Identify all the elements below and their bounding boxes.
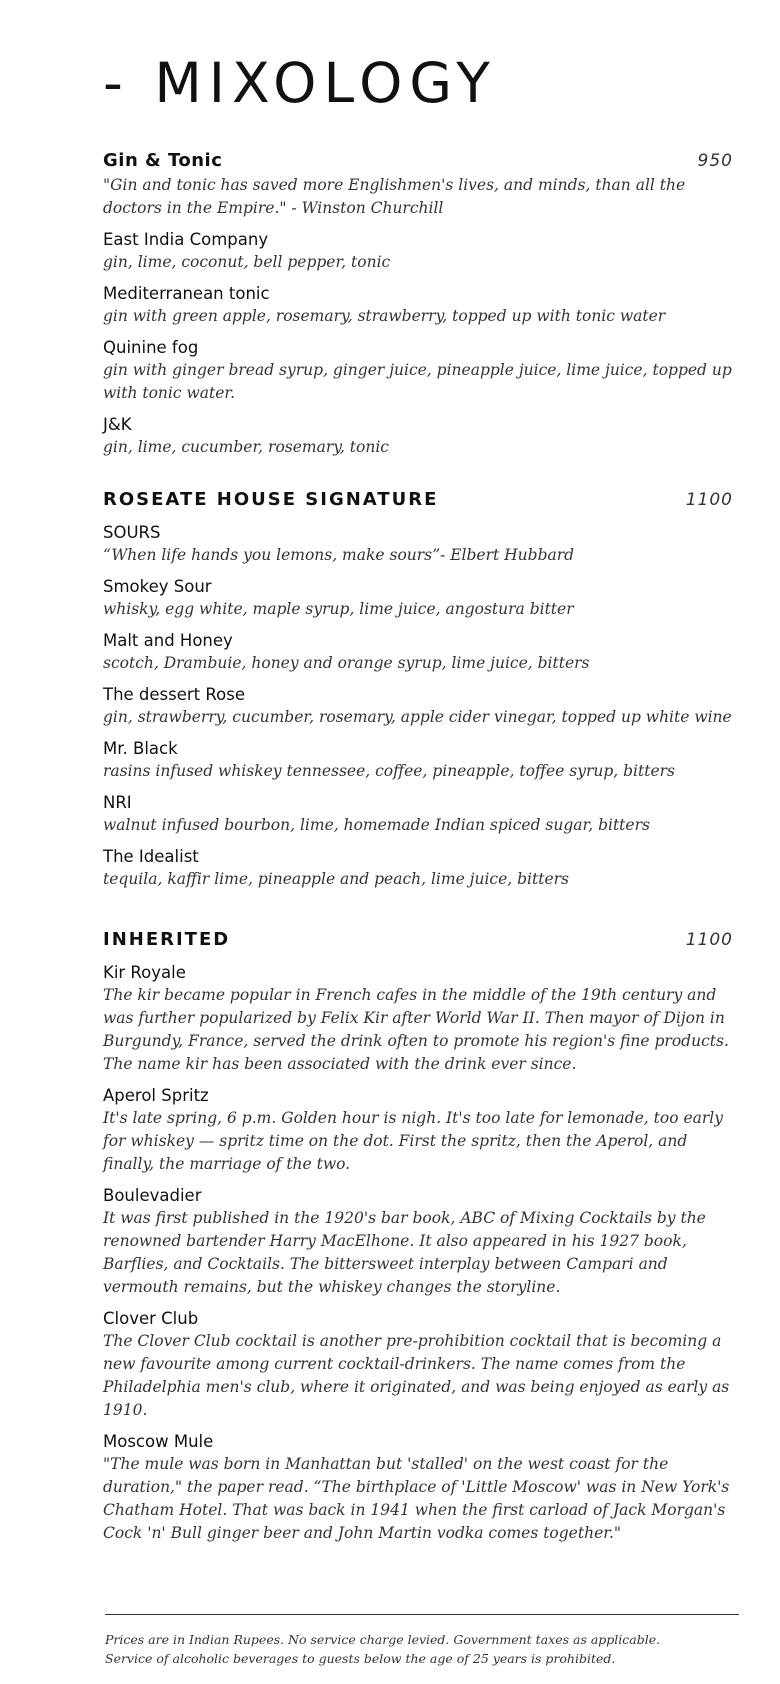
- menu-item: [103, 336, 733, 405]
- item-name: East India Company: [103, 230, 269, 249]
- item-description: "The mule was born in Manhattan but 'stalled' on the west coast for the duration," the paper read. “The birthplace of 'Little Moscow' was in New York's Chatham Hotel. That was back in 1941 when the first carload of Jack Morgan's Cock 'n' Bull ginger beer and John Martin vodka comes together.": [103, 1455, 730, 1542]
- menu-item: [103, 521, 733, 567]
- page-title: - MIXOLOGY: [103, 51, 497, 115]
- item-name: J&K: [103, 415, 132, 434]
- section-gin-tonic: [103, 148, 733, 459]
- item-name: The Idealist: [103, 847, 199, 866]
- footer-divider: [105, 1614, 739, 1615]
- item-name: Clover Club: [103, 1309, 199, 1328]
- item-description: gin with green apple, rosemary, strawberry, topped up with tonic water: [103, 307, 666, 325]
- item-description: gin, lime, coconut, bell pepper, tonic: [103, 253, 391, 271]
- item-name: Quinine fog: [103, 338, 199, 357]
- item-name: SOURS: [103, 523, 161, 542]
- menu-item: [103, 629, 733, 675]
- item-name: Smokey Sour: [103, 577, 212, 596]
- item-description: walnut infused bourbon, lime, homemade Indian spiced sugar, bitters: [103, 816, 650, 834]
- item-name: The dessert Rose: [103, 685, 245, 704]
- menu-item: [103, 791, 733, 837]
- section-inherited: [103, 927, 733, 1545]
- item-description: “When life hands you lemons, make sours”- Elbert Hubbard: [103, 546, 575, 564]
- item-name: Aperol Spritz: [103, 1086, 209, 1105]
- menu-item: [103, 228, 733, 274]
- menu-item: [103, 1184, 733, 1299]
- item-description: gin, strawberry, cucumber, rosemary, apple cider vinegar, topped up white wine: [103, 708, 732, 726]
- menu-content: [103, 148, 733, 1545]
- section-price: 1100: [685, 490, 733, 510]
- item-name: Mediterranean tonic: [103, 284, 270, 303]
- item-description: The Clover Club cocktail is another pre-prohibition cocktail that is becoming a new favourite among current cocktail-drinkers. The name comes from the Philadelphia men's club, where it originated, and was being enjoyed as early as 1910.: [103, 1332, 730, 1419]
- footer-age-note: Service of alcoholic beverages to guests below the age of 25 years is prohibited.: [105, 1651, 616, 1666]
- section-intro-quote: "Gin and tonic has saved more Englishmen's lives, and minds, than all the doctors in the Empire." - Winston Churchill: [103, 176, 686, 217]
- item-name: Boulevadier: [103, 1186, 202, 1205]
- section-header: [103, 148, 733, 174]
- section-title: ROSEATE HOUSE SIGNATURE: [103, 489, 439, 510]
- menu-item: [103, 1084, 733, 1176]
- item-name: Kir Royale: [103, 963, 186, 982]
- item-name: Moscow Mule: [103, 1432, 214, 1451]
- item-description: The kir became popular in French cafes in the middle of the 19th century and was further popularized by Felix Kir after World War II. Then mayor of Dijon in Burgundy, France, served the drink often to promote his region's fine products. The name kir has been associated with the drink ever since.: [103, 986, 729, 1073]
- menu-item: [103, 1307, 733, 1422]
- item-description: rasins infused whiskey tennessee, coffee, pineapple, toffee syrup, bitters: [103, 762, 675, 780]
- item-description: scotch, Drambuie, honey and orange syrup, lime juice, bitters: [103, 654, 590, 672]
- item-description: whisky, egg white, maple syrup, lime juice, angostura bitter: [103, 600, 574, 618]
- item-name: Malt and Honey: [103, 631, 233, 650]
- menu-item: [103, 282, 733, 328]
- item-description: It's late spring, 6 p.m. Golden hour is nigh. It's too late for lemonade, too early for whiskey — spritz time on the dot. First the spritz, then the Aperol, and finally, the marriage of the two.: [103, 1109, 723, 1173]
- section-header: [103, 487, 733, 513]
- section-header: [103, 927, 733, 953]
- item-description: It was first published in the 1920's bar book, ABC of Mixing Cocktails by the renowned bartender Harry MacElhone. It also appeared in his 1927 book, Barflies, and Cocktails. The bittersweet interplay between Campari and vermouth remains, but the whiskey changes the storyline.: [103, 1209, 706, 1296]
- menu-item: [103, 961, 733, 1076]
- menu-item: [103, 575, 733, 621]
- menu-item: [103, 413, 733, 459]
- item-description: tequila, kaffir lime, pineapple and peach, lime juice, bitters: [103, 870, 570, 888]
- footer-pricing-note: Prices are in Indian Rupees. No service charge levied. Government taxes as applicable.: [105, 1632, 661, 1647]
- footer-notes: [105, 1630, 745, 1668]
- menu-item: [103, 737, 733, 783]
- section-price: 1100: [685, 930, 733, 950]
- item-name: NRI: [103, 793, 132, 812]
- item-description: gin, lime, cucumber, rosemary, tonic: [103, 438, 389, 456]
- section-roseate-house-signature: [103, 487, 733, 891]
- item-description: gin with ginger bread syrup, ginger juice, pineapple juice, lime juice, topped up with tonic water.: [103, 361, 732, 402]
- menu-item: [103, 845, 733, 891]
- section-title: Gin & Tonic: [103, 150, 223, 171]
- section-price: 950: [697, 151, 733, 171]
- item-name: Mr. Black: [103, 739, 178, 758]
- menu-item: [103, 1430, 733, 1545]
- section-title: INHERITED: [103, 929, 231, 950]
- menu-item: [103, 683, 733, 729]
